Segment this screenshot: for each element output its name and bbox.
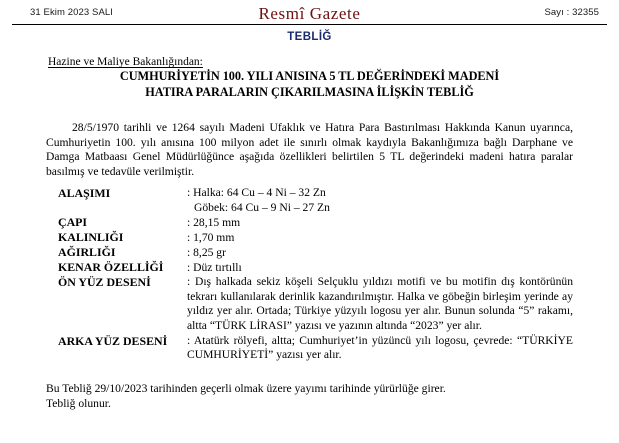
spec-value-thickness: : 1,70 mm bbox=[187, 231, 235, 245]
spec-row-diameter bbox=[46, 215, 573, 230]
closing-statement: Tebliğ olunur. bbox=[46, 397, 111, 411]
spec-row-obverse bbox=[46, 275, 573, 333]
spec-row-edge bbox=[46, 260, 573, 275]
spec-row-weight bbox=[46, 245, 573, 260]
spec-label-edge: KENAR ÖZELLİĞİ bbox=[58, 260, 164, 275]
spec-value-weight: : 8,25 gr bbox=[187, 246, 226, 260]
specification-list bbox=[46, 186, 573, 363]
masthead bbox=[10, 4, 609, 24]
spec-label-diameter: ÇAPI bbox=[58, 215, 88, 230]
spec-value-obverse: : Dış halkada sekiz köşeli Selçuklu yıldızı motifi ve bu motifin dış kontörünün tekrarı kullanılarak derinlik kazandırılmıştır. Halka ve göbeğin birleşim yerinde ay yıldız yer alır. Ortada; Türkiye yüzyılı logosu yer alır. Bunun solunda “5” rakamı, altta “TÜRK LİRASI” yazısı ve yazının altında “2023” yer alır. bbox=[187, 275, 573, 332]
gazette-issue-number: Sayı : 32355 bbox=[544, 7, 599, 18]
spec-label-obverse: ÖN YÜZ DESENİ bbox=[58, 275, 151, 290]
spec-value-alloy-ring: : Halka: 64 Cu – 4 Ni – 32 Zn bbox=[187, 186, 326, 199]
issuing-authority: Hazine ve Maliye Bakanlığından: bbox=[48, 56, 203, 68]
spec-row-alloy bbox=[46, 186, 573, 215]
spec-value-diameter: : 28,15 mm bbox=[187, 216, 241, 230]
document-title-line-2: HATIRA PARALARIN ÇIKARILMASINA İLİŞKİN TEBLİĞ bbox=[145, 84, 474, 99]
spec-label-thickness: KALINLIĞI bbox=[58, 230, 124, 245]
section-header-teblig: TEBLİĞ bbox=[287, 31, 332, 43]
closing-effective-date: Bu Tebliğ 29/10/2023 tarihinden geçerli olmak üzere yayımı tarihinde yürürlüğe girer. bbox=[46, 382, 446, 395]
spec-value-alloy-core: Göbek: 64 Cu – 9 Ni – 27 Zn bbox=[194, 200, 330, 214]
gazette-date: 31 Ekim 2023 SALI bbox=[30, 7, 114, 18]
spec-value-reverse: : Atatürk rölyefi, altta; Cumhuriyet’in yüzüncü yılı logosu, çevrede: “TÜRKİYE CUMHURİYETİ” yazısı yer alır. bbox=[187, 333, 573, 362]
spec-row-reverse bbox=[46, 334, 573, 363]
intro-paragraph: 28/5/1970 tarihli ve 1264 sayılı Madeni Ufaklık ve Hatıra Para Bastırılması Hakkında Kanun uyarınca, Cumhuriyetin 100. yılı anısına 100 milyon adet ile sınırlı olmak kaydıyla Bakanlığımıza bağlı Darphane ve Damga Matbaası Genel Müdürlüğünce aşağıda özellikleri belirtilen 5 TL değerindeki madeni hatıra paralar basılmış ve tedavüle verilmiştir. bbox=[46, 121, 573, 178]
spec-label-alloy: ALAŞIMI bbox=[58, 186, 111, 200]
spec-value-edge: : Düz tırtıllı bbox=[187, 261, 242, 275]
document-title-line-1: CUMHURİYETİN 100. YILI ANISINA 5 TL DEĞERİNDEKİ MADENİ bbox=[119, 69, 500, 83]
spec-label-weight: AĞIRLIĞI bbox=[58, 245, 116, 260]
spec-row-thickness bbox=[46, 230, 573, 245]
masthead-divider bbox=[12, 24, 607, 25]
spec-value-alloy bbox=[187, 186, 573, 215]
gazette-title: Resmî Gazete bbox=[258, 4, 361, 23]
document-title bbox=[46, 69, 573, 100]
closing-block bbox=[46, 381, 573, 411]
spec-label-reverse: ARKA YÜZ DESENİ bbox=[58, 333, 168, 348]
